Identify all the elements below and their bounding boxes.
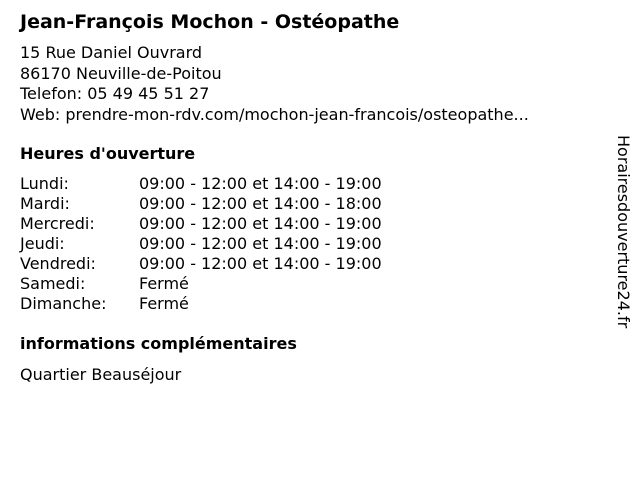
hours-row-tuesday <box>20 194 382 214</box>
day-label: Mardi: <box>20 194 70 213</box>
time-value: 09:00 - 12:00 et 14:00 - 19:00 <box>139 174 382 193</box>
additional-info-text: Quartier Beauséjour <box>20 365 182 384</box>
day-label: Vendredi: <box>20 254 96 273</box>
day-label: Lundi: <box>20 174 69 193</box>
contact-block <box>20 43 529 125</box>
time-value: 09:00 - 12:00 et 14:00 - 19:00 <box>139 214 382 233</box>
additional-info-heading: informations complémentaires <box>20 334 297 353</box>
time-value: 09:00 - 12:00 et 14:00 - 18:00 <box>139 194 382 213</box>
phone-number: Telefon: 05 49 45 51 27 <box>20 84 210 103</box>
opening-hours-table <box>20 174 382 314</box>
hours-row-sunday <box>20 294 382 314</box>
day-label: Samedi: <box>20 274 86 293</box>
time-value: 09:00 - 12:00 et 14:00 - 19:00 <box>139 234 382 253</box>
address-street: 15 Rue Daniel Ouvrard <box>20 43 203 62</box>
hours-row-wednesday <box>20 214 382 234</box>
day-label: Dimanche: <box>20 294 107 313</box>
hours-row-thursday <box>20 234 382 254</box>
business-name: Jean-François Mochon - Ostéopathe <box>20 11 400 33</box>
day-label: Mercredi: <box>20 214 95 233</box>
website-link: Web: prendre-mon-rdv.com/mochon-jean-francois/osteopathe... <box>20 104 529 124</box>
opening-hours-heading: Heures d'ouverture <box>20 144 196 163</box>
hours-row-saturday <box>20 274 382 294</box>
watermark-text: Horairesdouverture24.fr <box>614 135 633 329</box>
hours-row-monday <box>20 174 382 194</box>
site-watermark <box>611 135 637 375</box>
time-value: Fermé <box>139 274 189 293</box>
address-city: 86170 Neuville-de-Poitou <box>20 63 222 83</box>
time-value: Fermé <box>139 294 189 313</box>
hours-row-friday <box>20 254 382 274</box>
time-value: 09:00 - 12:00 et 14:00 - 19:00 <box>139 254 382 273</box>
day-label: Jeudi: <box>20 234 65 253</box>
